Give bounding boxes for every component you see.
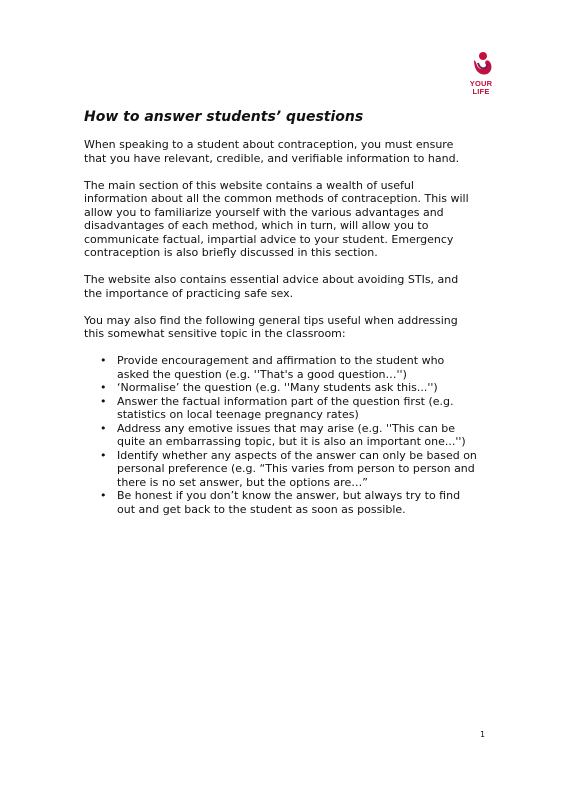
your-life-figure-icon: [466, 50, 496, 80]
bullet-icon: •: [100, 394, 107, 408]
bullet-icon: •: [100, 381, 107, 394]
text-line: asked the question (e.g. ''That's a good question…''): [117, 367, 407, 381]
text-line: statistics on local teenage pregnancy rates): [117, 408, 359, 421]
text-line: quite an embarrassing topic, but it is also an important one...''): [117, 435, 466, 448]
text-line: this somewhat sensitive topic in the classroom:: [84, 327, 346, 340]
list-item: [84, 354, 494, 381]
text-line: You may also find the following general tips useful when addressing: [84, 313, 458, 327]
list-item: [84, 449, 494, 490]
text-line: ‘Normalise’ the question (e.g. ''Many students ask this...''): [117, 381, 438, 394]
paragraph-intro: [84, 138, 494, 165]
list-item: [84, 395, 494, 422]
text-line: there is no set answer, but the options are…”: [117, 475, 368, 489]
text-line: communicate factual, impartial advice to your student. Emergency: [84, 232, 454, 246]
bullet-icon: •: [100, 421, 107, 435]
tips-list: [84, 354, 494, 516]
page-title: How to answer students’ questions: [84, 109, 364, 125]
your-life-logo: [466, 50, 496, 102]
text-line: The main section of this website contains a wealth of useful: [84, 178, 414, 192]
text-line: out and get back to the student as soon as possible.: [117, 502, 406, 516]
paragraph-sti-advice: [84, 273, 494, 300]
text-line: disadvantages of each method, which in turn, will allow you to: [84, 219, 429, 232]
text-line: The website also contains essential advice about avoiding STIs, and: [84, 273, 459, 286]
bullet-icon: •: [100, 354, 107, 367]
document-body: [84, 138, 494, 516]
logo-text: [466, 80, 496, 96]
text-line: the importance of practicing safe sex.: [84, 286, 294, 300]
text-line: Be honest if you don’t know the answer, but always try to find: [117, 489, 461, 502]
logo-text-line-1: YOUR: [469, 79, 493, 88]
text-line: information about all the common methods of contraception. This will: [84, 192, 469, 205]
bullet-icon: •: [100, 489, 107, 502]
list-item: [84, 489, 494, 516]
text-line: Address any emotive issues that may arise (e.g. ''This can be: [117, 421, 456, 435]
text-line: personal preference (e.g. “This varies from person to person and: [117, 462, 475, 475]
text-line: contraception is also briefly discussed in this section.: [84, 246, 378, 259]
text-line: that you have relevant, credible, and verifiable information to hand.: [84, 151, 460, 165]
text-line: Provide encouragement and affirmation to the student who: [117, 354, 445, 367]
text-line: Answer the factual information part of the question first (e.g.: [117, 394, 454, 408]
logo-text-line-2: LIFE: [472, 87, 490, 96]
list-item: [84, 422, 494, 449]
list-item: [84, 381, 494, 395]
page-number: 1: [480, 730, 486, 739]
text-line: Identify whether any aspects of the answer can only be based on: [117, 448, 477, 462]
text-line: When speaking to a student about contraception, you must ensure: [84, 138, 454, 151]
bullet-icon: •: [100, 448, 107, 462]
paragraph-tips-intro: [84, 314, 494, 341]
paragraph-website-main-section: [84, 179, 494, 260]
text-line: allow you to familiarize yourself with the various advantages and: [84, 205, 444, 219]
